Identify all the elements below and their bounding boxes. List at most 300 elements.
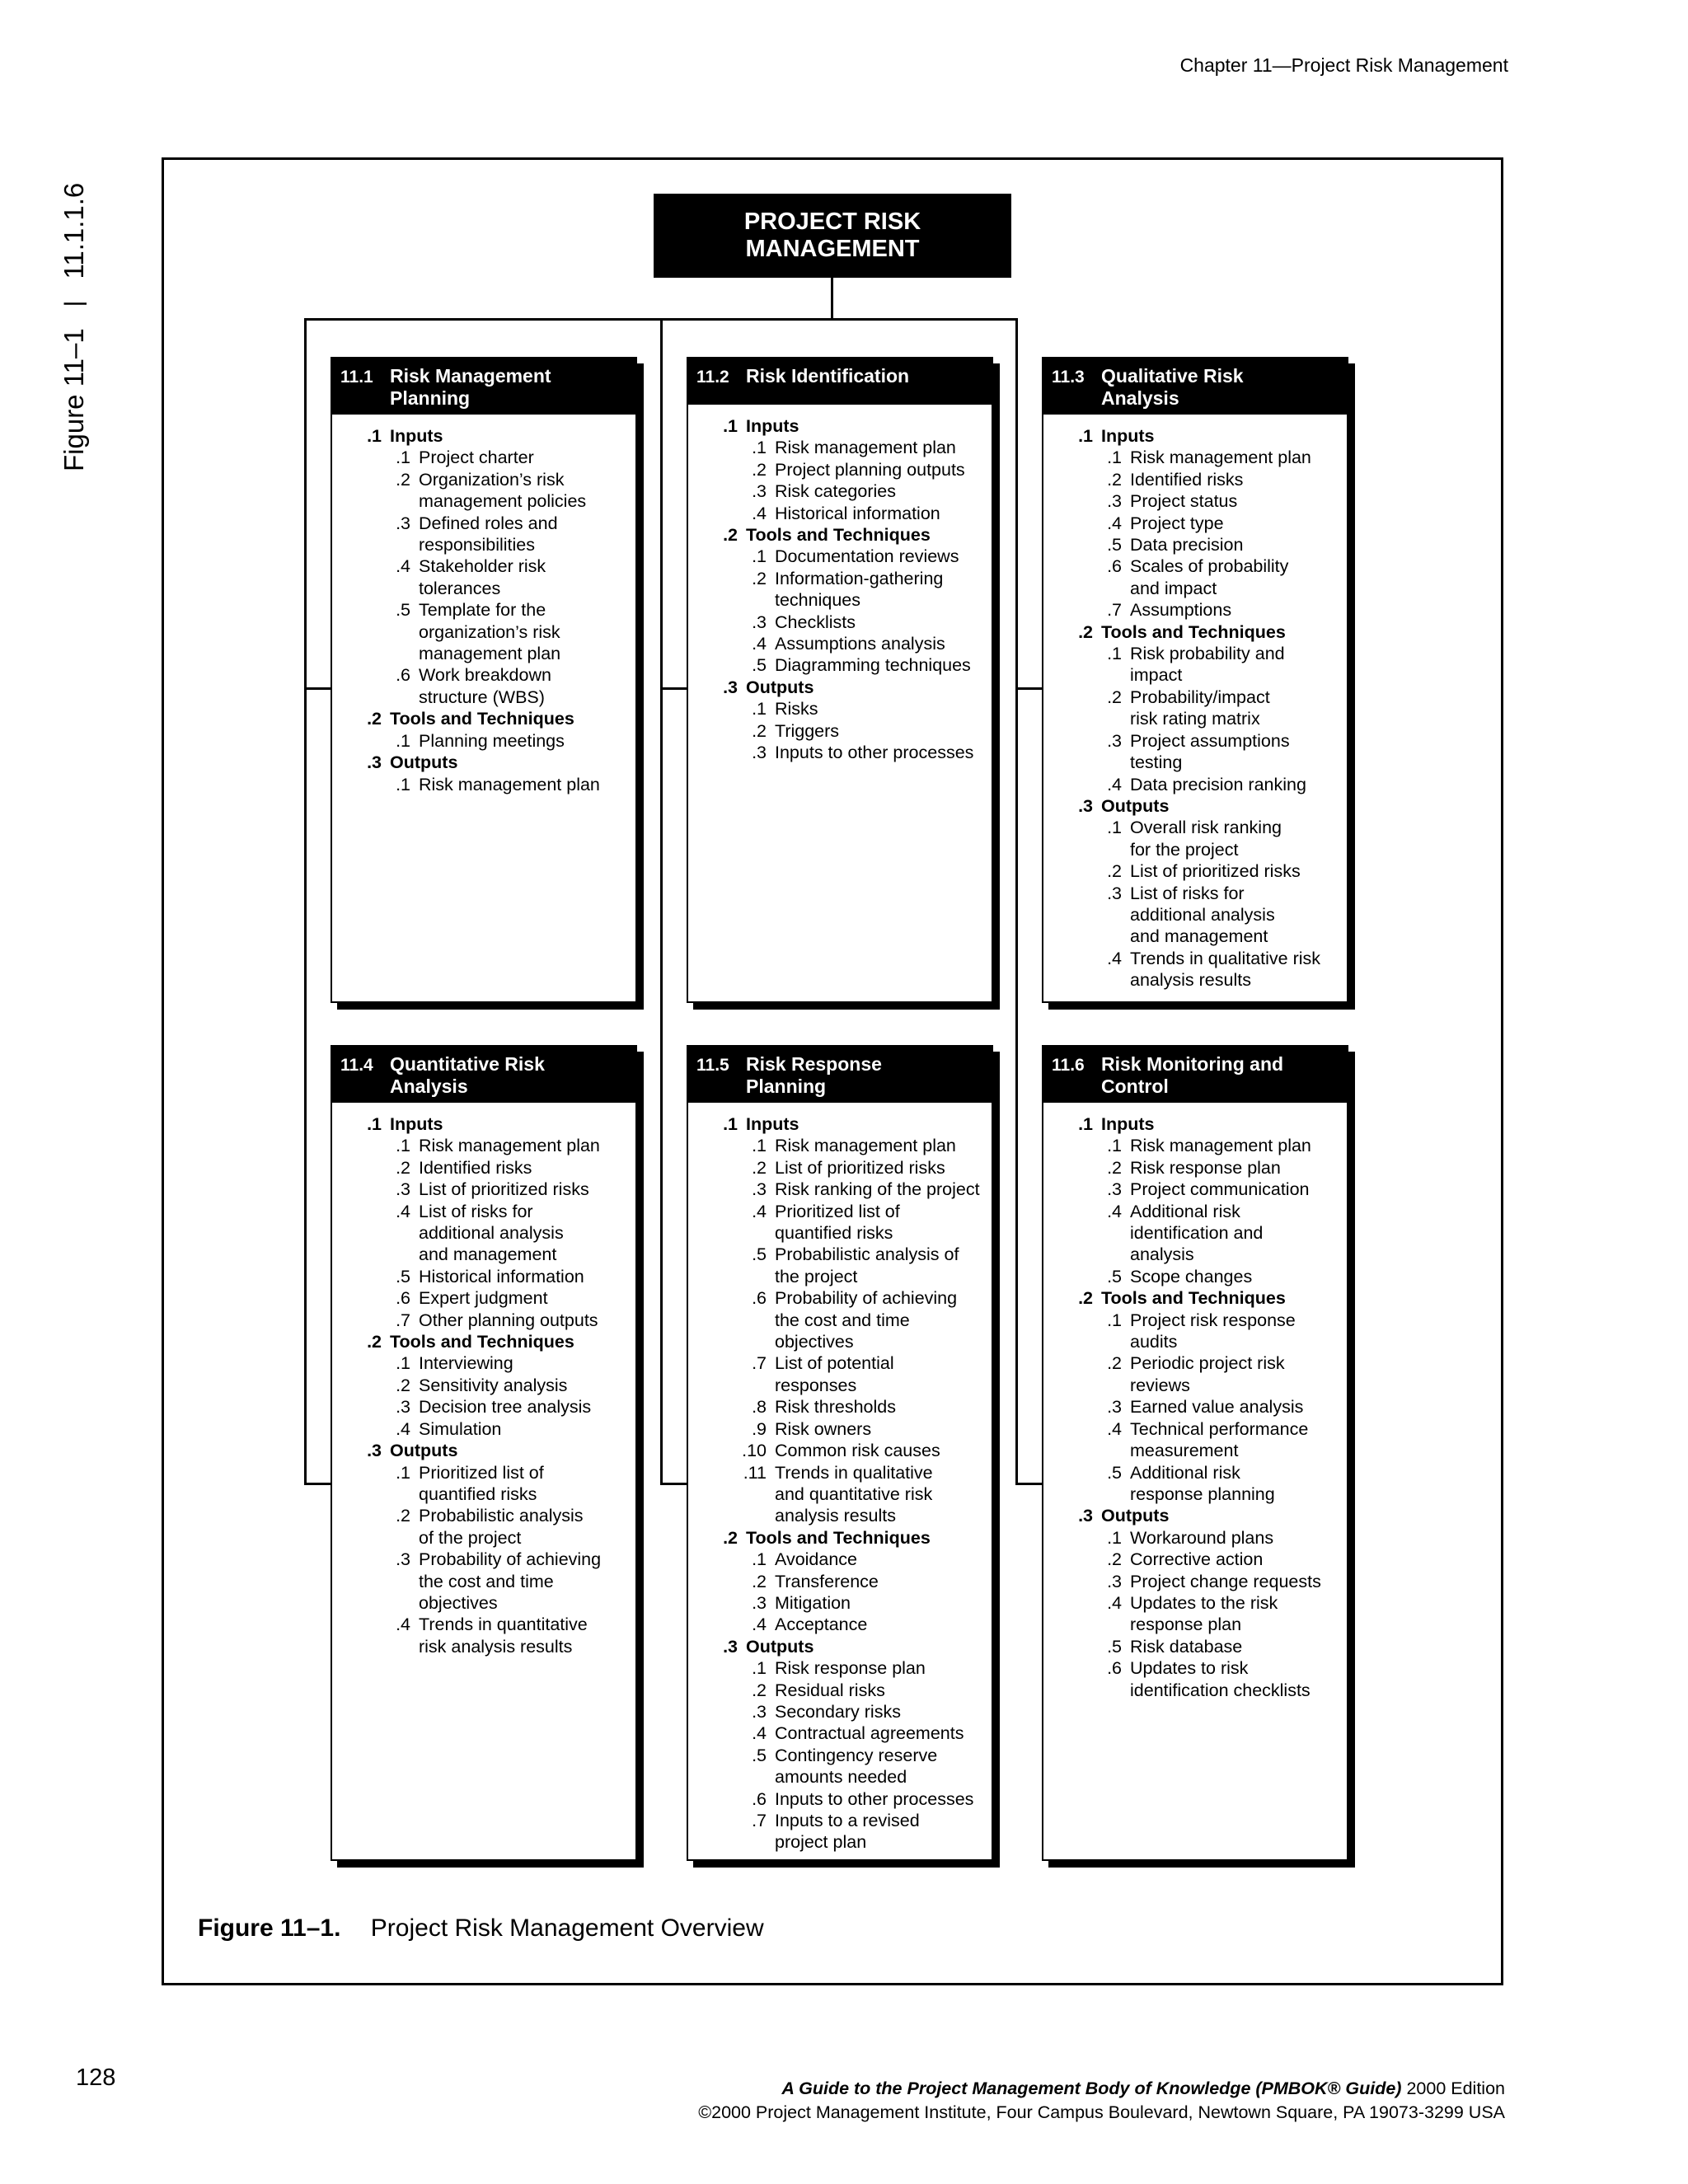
item-number: .1 [752, 1658, 767, 1679]
process-number: 11.1 [340, 368, 373, 387]
process-group-heading [1043, 1505, 1347, 1526]
item-number: .4 [1107, 1201, 1122, 1221]
group-number: .1 [1078, 1114, 1093, 1134]
process-group-heading [1043, 795, 1347, 817]
item-number: .4 [1107, 513, 1122, 533]
process-list-item [688, 1592, 992, 1614]
group-number: .3 [723, 677, 738, 697]
item-text: Risk owners [775, 1418, 872, 1439]
process-group-heading [332, 1113, 635, 1135]
item-text: Project planning outputs [775, 459, 965, 480]
group-label: Tools and Techniques [390, 1332, 574, 1352]
process-group-heading [688, 415, 992, 437]
process-list-item [1043, 883, 1347, 948]
process-list-item [688, 633, 992, 654]
process-list-item [1043, 687, 1347, 730]
footer-book-line [781, 2079, 1505, 2099]
process-list-item [1043, 1571, 1347, 1592]
process-box-11-3 [1042, 357, 1348, 1003]
item-text: Transference [775, 1571, 879, 1591]
item-number: .3 [396, 513, 410, 533]
item-text: Probability of achieving the cost and time objectives [775, 1288, 958, 1352]
item-text: Expert judgment [419, 1288, 548, 1309]
group-number: .3 [723, 1636, 738, 1657]
item-number: .8 [752, 1397, 767, 1418]
item-text: Project status [1130, 491, 1238, 512]
item-number: .5 [396, 600, 410, 621]
item-number: .4 [752, 1615, 767, 1635]
process-list-item [332, 664, 635, 708]
process-group-heading [332, 1440, 635, 1461]
process-list-item [332, 447, 635, 468]
item-text: Project risk response audits [1130, 1310, 1296, 1352]
process-list-item [1043, 730, 1347, 774]
process-list-item [688, 1745, 992, 1788]
process-list-item [1043, 948, 1347, 991]
item-text: Workaround plans [1130, 1527, 1274, 1548]
process-list-item [688, 1352, 992, 1396]
group-label: Outputs [746, 1636, 814, 1657]
process-list-item [1043, 447, 1347, 468]
item-text: Diagramming techniques [775, 655, 971, 676]
process-group-heading [332, 1331, 635, 1352]
process-list-item [688, 1657, 992, 1679]
item-number: .2 [1107, 1353, 1122, 1374]
process-list-item [332, 1287, 635, 1309]
process-box-body [688, 1103, 992, 1854]
item-text: Corrective action [1130, 1549, 1264, 1570]
process-group-heading [1043, 425, 1347, 447]
process-list-item [332, 1135, 635, 1156]
item-number: .1 [752, 438, 767, 458]
item-text: Mitigation [775, 1592, 851, 1613]
item-text: Project assumptions testing [1130, 730, 1290, 773]
item-number: .6 [396, 665, 410, 686]
group-number: .3 [1078, 1506, 1093, 1526]
process-group-heading [688, 1113, 992, 1135]
item-number: .5 [396, 1266, 410, 1286]
process-group-heading [1043, 1287, 1347, 1309]
item-text: Probabilistic analysis of the project [419, 1506, 584, 1548]
item-number: .3 [1107, 730, 1122, 751]
process-title: Risk Monitoring and Control [1101, 1053, 1284, 1097]
diagram-root-title [654, 194, 1011, 278]
process-box-11-4 [331, 1045, 637, 1861]
item-text: Assumptions analysis [775, 634, 945, 654]
item-number: .6 [752, 1288, 767, 1309]
item-text: Risks [775, 699, 818, 719]
item-text: Data precision ranking [1130, 774, 1306, 794]
group-label: Outputs [390, 752, 458, 773]
item-text: Template for the organization’s risk management plan [419, 600, 561, 664]
item-text: Risk management plan [775, 1136, 956, 1156]
item-text: Probability/impact risk rating matrix [1130, 687, 1270, 729]
item-number: .1 [396, 1462, 410, 1483]
item-text: Periodic project risk reviews [1130, 1353, 1285, 1395]
group-number: .2 [723, 1527, 738, 1548]
item-text: Checklists [775, 612, 856, 632]
group-label: Inputs [746, 1114, 799, 1134]
item-number: .10 [742, 1441, 767, 1461]
process-box-header [332, 1047, 635, 1103]
process-number: 11.6 [1052, 1056, 1085, 1075]
group-number: .2 [367, 709, 382, 729]
item-text: Additional risk identification and analysis [1130, 1201, 1264, 1265]
process-box-header [688, 1047, 992, 1103]
process-list-item [332, 1375, 635, 1396]
item-text: Information-gathering techniques [775, 568, 944, 611]
process-list-item [1043, 1352, 1347, 1396]
item-number: .5 [1107, 1266, 1122, 1286]
process-list-item [1043, 599, 1347, 621]
process-list-item [688, 1287, 992, 1352]
process-group-heading [1043, 1113, 1347, 1135]
side-tab-figure-ref: Figure 11–1 [59, 328, 89, 471]
item-text: Identified risks [419, 1157, 532, 1178]
group-label: Tools and Techniques [1101, 1288, 1286, 1309]
group-number: .2 [723, 525, 738, 546]
process-group-heading [688, 524, 992, 546]
group-number: .1 [723, 416, 738, 436]
item-text: Secondary risks [775, 1701, 901, 1722]
item-text: Contingency reserve amounts needed [775, 1745, 938, 1788]
item-number: .1 [752, 1136, 767, 1156]
process-number: 11.4 [340, 1056, 373, 1075]
side-tab-separator: | [60, 300, 87, 307]
process-list-item [688, 1135, 992, 1156]
item-number: .5 [1107, 1636, 1122, 1657]
item-text: List of risks for additional analysis and management [1130, 883, 1275, 947]
process-list-item [1043, 1201, 1347, 1266]
process-list-item [688, 1722, 992, 1744]
process-list-item [688, 1440, 992, 1461]
item-number: .3 [752, 1701, 767, 1722]
item-number: .2 [396, 1506, 410, 1526]
item-text: Risk thresholds [775, 1397, 896, 1418]
process-list-item [1043, 1549, 1347, 1570]
process-group-heading [332, 425, 635, 447]
item-text: Project charter [419, 448, 534, 468]
process-list-item [1043, 1310, 1347, 1353]
footer-book-title: A Guide to the Project Management Body of Knowledge (PMBOK® Guide) [781, 2079, 1402, 2098]
figure-caption [198, 1915, 764, 1943]
item-number: .4 [396, 556, 410, 577]
item-text: Stakeholder risk tolerances [419, 556, 546, 598]
process-list-item [1043, 1527, 1347, 1549]
item-text: Data precision [1130, 535, 1244, 555]
process-list-item [332, 1266, 635, 1287]
process-list-item [688, 1614, 992, 1635]
item-number: .1 [1107, 1136, 1122, 1156]
item-text: Overall risk ranking for the project [1130, 818, 1282, 860]
item-text: Probability of achieving the cost and time objectives [419, 1549, 602, 1613]
process-list-item [688, 1396, 992, 1418]
item-text: Project type [1130, 513, 1224, 533]
process-list-item [332, 1352, 635, 1374]
item-number: .6 [1107, 556, 1122, 577]
process-list-item [332, 1418, 635, 1440]
item-text: Scales of probability and impact [1130, 556, 1289, 598]
item-text: Defined roles and responsibilities [419, 513, 558, 555]
item-number: .5 [1107, 535, 1122, 555]
process-list-item [332, 1310, 635, 1331]
side-tab [54, 109, 95, 471]
item-number: .1 [752, 1549, 767, 1570]
process-title: Risk Response Planning [746, 1053, 882, 1097]
item-number: .5 [1107, 1462, 1122, 1483]
process-group-heading [332, 708, 635, 729]
side-tab-section-ref: 11.1.1.6 [59, 182, 89, 279]
process-list-item [1043, 774, 1347, 795]
process-list-item [1043, 1396, 1347, 1418]
group-number: .1 [723, 1114, 738, 1134]
group-label: Tools and Techniques [390, 709, 574, 729]
process-list-item [688, 480, 992, 502]
item-number: .1 [752, 699, 767, 719]
group-label: Outputs [390, 1441, 458, 1461]
item-number: .7 [752, 1811, 767, 1830]
process-list-item [1043, 1266, 1347, 1287]
process-group-heading [1043, 621, 1347, 643]
process-list-item [1043, 1135, 1347, 1156]
process-list-item [332, 513, 635, 556]
process-box-11-1 [331, 357, 637, 1003]
process-list-item [332, 1396, 635, 1418]
group-label: Outputs [1101, 795, 1170, 816]
process-list-item [688, 437, 992, 458]
item-number: .3 [1107, 1571, 1122, 1591]
item-number: .3 [396, 1179, 410, 1200]
item-text: Sensitivity analysis [419, 1375, 568, 1395]
item-number: .2 [752, 720, 767, 741]
item-text: Risk probability and impact [1130, 644, 1285, 686]
item-number: .2 [1107, 861, 1122, 882]
process-list-item [688, 546, 992, 567]
process-list-item [332, 1179, 635, 1200]
item-number: .2 [752, 1680, 767, 1700]
process-list-item [1043, 1592, 1347, 1636]
item-number: .4 [396, 1418, 410, 1439]
item-number: .3 [752, 743, 767, 763]
process-list-item [332, 1614, 635, 1657]
process-list-item [1043, 1179, 1347, 1200]
item-text: Trends in qualitative risk analysis results [1130, 948, 1321, 991]
group-number: .3 [367, 1441, 382, 1461]
item-number: .5 [752, 655, 767, 676]
process-list-item [1043, 1418, 1347, 1462]
item-number: .3 [396, 1549, 410, 1570]
item-text: Other planning outputs [419, 1310, 598, 1330]
process-box-11-6 [1042, 1045, 1348, 1861]
item-text: Risk database [1130, 1636, 1243, 1657]
process-list-item [332, 774, 635, 795]
process-list-item [688, 720, 992, 742]
item-number: .4 [752, 1723, 767, 1744]
item-text: Trends in quantitative risk analysis results [419, 1615, 588, 1657]
group-label: Inputs [1101, 1114, 1155, 1134]
item-number: .4 [1107, 1418, 1122, 1439]
process-group-heading [332, 752, 635, 773]
item-number: .1 [1107, 1310, 1122, 1330]
item-number: .1 [1107, 644, 1122, 664]
item-text: Prioritized list of quantified risks [775, 1201, 900, 1244]
item-number: .11 [743, 1462, 767, 1483]
process-box-11-5 [687, 1045, 993, 1861]
process-box-header [1043, 1047, 1347, 1103]
item-number: .3 [752, 1179, 767, 1200]
process-box-11-2 [687, 357, 993, 1003]
process-list-item [688, 1571, 992, 1592]
item-text: Earned value analysis [1130, 1397, 1304, 1418]
process-list-item [688, 1418, 992, 1440]
process-list-item [688, 503, 992, 524]
process-list-item [1043, 817, 1347, 860]
item-text: Common risk causes [775, 1441, 940, 1461]
group-label: Inputs [1101, 426, 1155, 446]
item-text: Identified risks [1130, 469, 1244, 490]
item-text: Risk response plan [775, 1658, 926, 1679]
item-number: .5 [752, 1244, 767, 1265]
item-text: Contractual agreements [775, 1723, 964, 1744]
item-text: Inputs to other processes [775, 1788, 974, 1809]
item-number: .4 [752, 1201, 767, 1221]
group-label: Outputs [746, 677, 814, 697]
process-box-body [332, 1103, 635, 1657]
item-text: Risk management plan [419, 774, 600, 794]
item-text: Historical information [419, 1266, 584, 1286]
process-list-item [1043, 534, 1347, 555]
item-text: Triggers [775, 720, 840, 741]
item-number: .1 [396, 1353, 410, 1374]
item-text: Risk response plan [1130, 1157, 1281, 1178]
process-list-item [1043, 513, 1347, 534]
process-box-body [332, 415, 635, 795]
process-list-item [1043, 1636, 1347, 1657]
group-label: Inputs [746, 416, 799, 436]
item-text: Updates to the risk response plan [1130, 1592, 1278, 1635]
process-list-item [688, 742, 992, 763]
process-title: Quantitative Risk Analysis [390, 1053, 545, 1097]
process-list-item [332, 469, 635, 513]
process-list-item [688, 612, 992, 633]
process-group-heading [688, 677, 992, 698]
item-number: .3 [752, 481, 767, 502]
group-number: .1 [367, 1114, 382, 1134]
item-number: .2 [752, 1157, 767, 1178]
process-list-item [332, 555, 635, 599]
item-text: Organization’s risk management policies [419, 469, 587, 512]
item-number: .7 [1107, 600, 1122, 621]
item-text: Inputs to a revised project plan [775, 1811, 920, 1853]
item-number: .2 [396, 1375, 410, 1395]
item-text: Technical performance measurement [1130, 1418, 1309, 1461]
process-list-item [1043, 1657, 1347, 1701]
item-text: Probabilistic analysis of the project [775, 1244, 959, 1286]
item-number: .1 [1107, 448, 1122, 468]
group-label: Tools and Techniques [1101, 621, 1286, 642]
item-number: .4 [396, 1201, 410, 1221]
process-title: Risk Identification [746, 365, 910, 387]
item-number: .3 [1107, 1397, 1122, 1418]
item-text: Planning meetings [419, 730, 565, 751]
process-list-item [688, 1680, 992, 1701]
item-text: Risk management plan [775, 438, 956, 458]
item-number: .5 [752, 1745, 767, 1765]
item-number: .3 [1107, 883, 1122, 903]
process-list-item [688, 1810, 992, 1854]
process-list-item [1043, 555, 1347, 599]
item-number: .1 [1107, 818, 1122, 838]
item-text: Risk management plan [1130, 1136, 1311, 1156]
item-text: Work breakdown structure (WBS) [419, 665, 551, 707]
process-title: Risk Management Planning [390, 365, 551, 409]
process-list-item [332, 1201, 635, 1266]
group-label: Inputs [390, 1114, 443, 1134]
process-list-item [1043, 1462, 1347, 1506]
group-label: Tools and Techniques [746, 1527, 931, 1548]
item-number: .2 [1107, 469, 1122, 490]
process-list-item [332, 1157, 635, 1179]
group-number: .3 [367, 752, 382, 773]
item-number: .3 [1107, 1179, 1122, 1200]
item-text: List of prioritized risks [775, 1157, 945, 1178]
item-number: .2 [396, 1157, 410, 1178]
process-list-item [688, 698, 992, 719]
item-number: .1 [752, 546, 767, 567]
item-text: Acceptance [775, 1615, 868, 1635]
item-number: .2 [752, 1571, 767, 1591]
item-text: Risk categories [775, 481, 896, 502]
item-number: .2 [1107, 1157, 1122, 1178]
process-list-item [688, 1701, 992, 1722]
item-text: Assumptions [1130, 600, 1232, 621]
item-number: .1 [1107, 1527, 1122, 1548]
item-text: Prioritized list of quantified risks [419, 1462, 544, 1504]
process-list-item [688, 1244, 992, 1287]
group-number: .1 [367, 426, 382, 446]
item-text: Project communication [1130, 1179, 1310, 1200]
item-number: .7 [752, 1353, 767, 1374]
process-list-item [332, 1462, 635, 1506]
group-number: .2 [367, 1332, 382, 1352]
item-text: Simulation [419, 1418, 502, 1439]
item-number: .4 [1107, 1592, 1122, 1613]
process-box-header [332, 359, 635, 415]
process-box-body [1043, 415, 1347, 991]
item-number: .1 [396, 448, 410, 468]
item-number: .2 [1107, 1549, 1122, 1570]
process-list-item [1043, 490, 1347, 512]
item-number: .3 [1107, 491, 1122, 512]
item-text: Residual risks [775, 1680, 885, 1700]
process-list-item [688, 654, 992, 676]
item-text: List of risks for additional analysis and management [419, 1201, 564, 1265]
process-list-item [332, 1505, 635, 1549]
process-number: 11.3 [1052, 368, 1085, 387]
process-box-header [688, 359, 992, 405]
item-number: .2 [752, 568, 767, 588]
item-number: .4 [1107, 948, 1122, 968]
item-number: .3 [752, 1592, 767, 1613]
process-list-item [1043, 1157, 1347, 1179]
item-number: .7 [396, 1310, 410, 1330]
item-text: Risk management plan [1130, 448, 1311, 468]
item-text: List of prioritized risks [419, 1179, 589, 1200]
item-text: Documentation reviews [775, 546, 959, 567]
item-number: .4 [1107, 774, 1122, 794]
item-text: Avoidance [775, 1549, 858, 1570]
item-number: .1 [396, 774, 410, 794]
